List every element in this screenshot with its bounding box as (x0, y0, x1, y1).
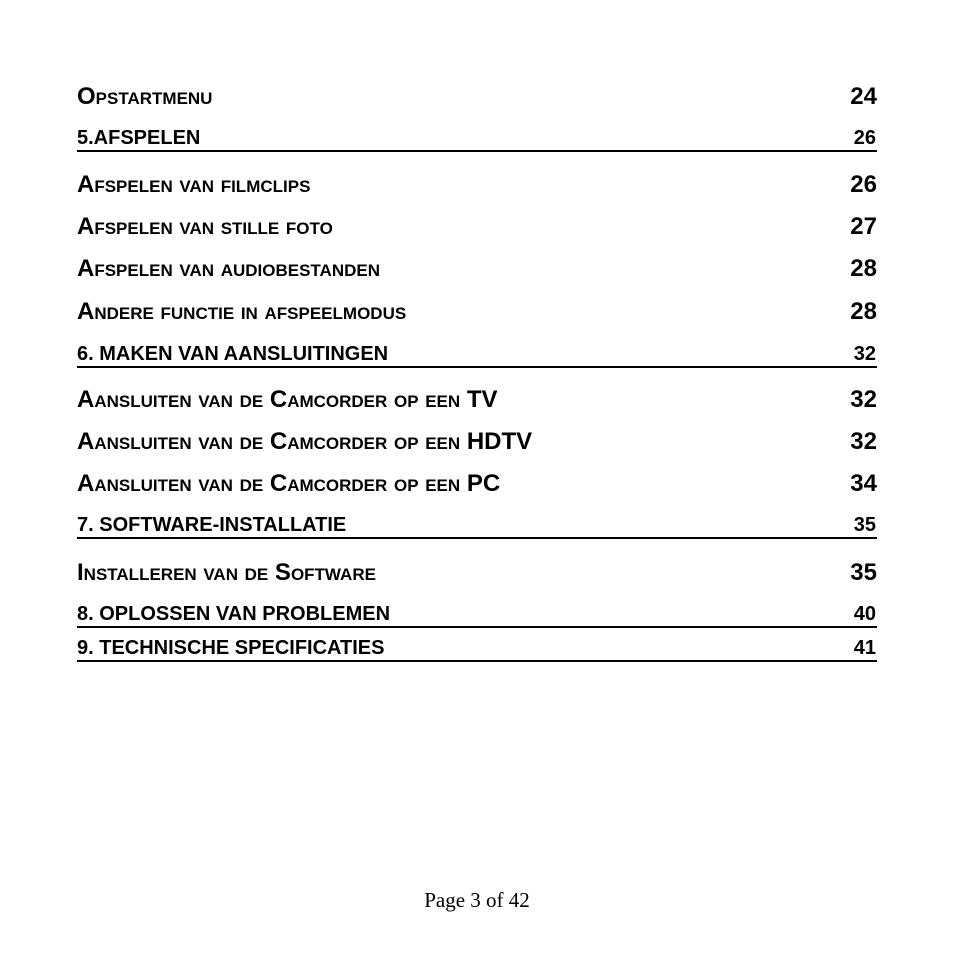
toc-entry-page: 26 (850, 171, 877, 198)
toc-chapter-entry[interactable] (77, 126, 877, 152)
toc-entry[interactable] (77, 470, 877, 498)
toc-chapter-entry[interactable] (77, 342, 877, 368)
toc-entry-page: 27 (850, 213, 877, 240)
toc-entry[interactable] (77, 171, 877, 199)
toc-chapter-title: 6. MAKEN VAN AANSLUITINGEN (77, 343, 389, 365)
toc-chapter-entry[interactable] (77, 513, 877, 539)
toc-entry-title: Opstartmenu (77, 83, 213, 110)
toc-chapter-page: 32 (853, 343, 876, 365)
toc-entry[interactable] (77, 213, 877, 241)
toc-entry-title: Andere functie in afspeelmodus (77, 298, 407, 325)
toc-entry[interactable] (77, 255, 877, 283)
toc-entry-page: 32 (850, 428, 877, 455)
toc-chapter-page: 41 (853, 637, 876, 659)
toc-chapter-title: 8. OPLOSSEN VAN PROBLEMEN (77, 603, 391, 625)
toc-entry-title: Installeren van de Software (77, 559, 376, 586)
toc-chapter-title: 7. SOFTWARE-INSTALLATIE (77, 514, 347, 536)
toc-entry[interactable] (77, 559, 877, 587)
toc-entry-title: Aansluiten van de Camcorder op een PC (77, 470, 501, 497)
toc-entry[interactable] (77, 298, 877, 326)
toc-entry-title: Afspelen van stille foto (77, 213, 333, 240)
toc-entry-title: Afspelen van filmclips (77, 171, 311, 198)
toc-entry-title: Afspelen van audiobestanden (77, 255, 380, 282)
toc-chapter-entry[interactable] (77, 602, 877, 628)
toc-entry-page: 28 (850, 298, 877, 325)
toc-chapter-entry[interactable] (77, 636, 877, 662)
toc-entry-page: 24 (850, 83, 877, 110)
toc-entry-page: 34 (850, 470, 877, 497)
toc-entry-page: 35 (850, 559, 877, 586)
toc-chapter-title: 5.AFSPELEN (77, 127, 201, 149)
toc-chapter-title: 9. TECHNISCHE SPECIFICATIES (77, 637, 385, 659)
toc-chapter-page: 35 (853, 514, 876, 536)
toc-entry[interactable] (77, 428, 877, 456)
toc-entry[interactable] (77, 386, 877, 414)
toc-entry-page: 32 (850, 386, 877, 413)
page-footer: Page 3 of 42 (424, 888, 530, 912)
toc-entry-title: Aansluiten van de Camcorder op een HDTV (77, 428, 533, 455)
toc-entry[interactable] (77, 83, 877, 111)
toc-entry-title: Aansluiten van de Camcorder op een TV (77, 386, 498, 413)
toc-chapter-page: 26 (853, 127, 876, 149)
toc-chapter-page: 40 (853, 603, 876, 625)
toc-entry-page: 28 (850, 255, 877, 282)
